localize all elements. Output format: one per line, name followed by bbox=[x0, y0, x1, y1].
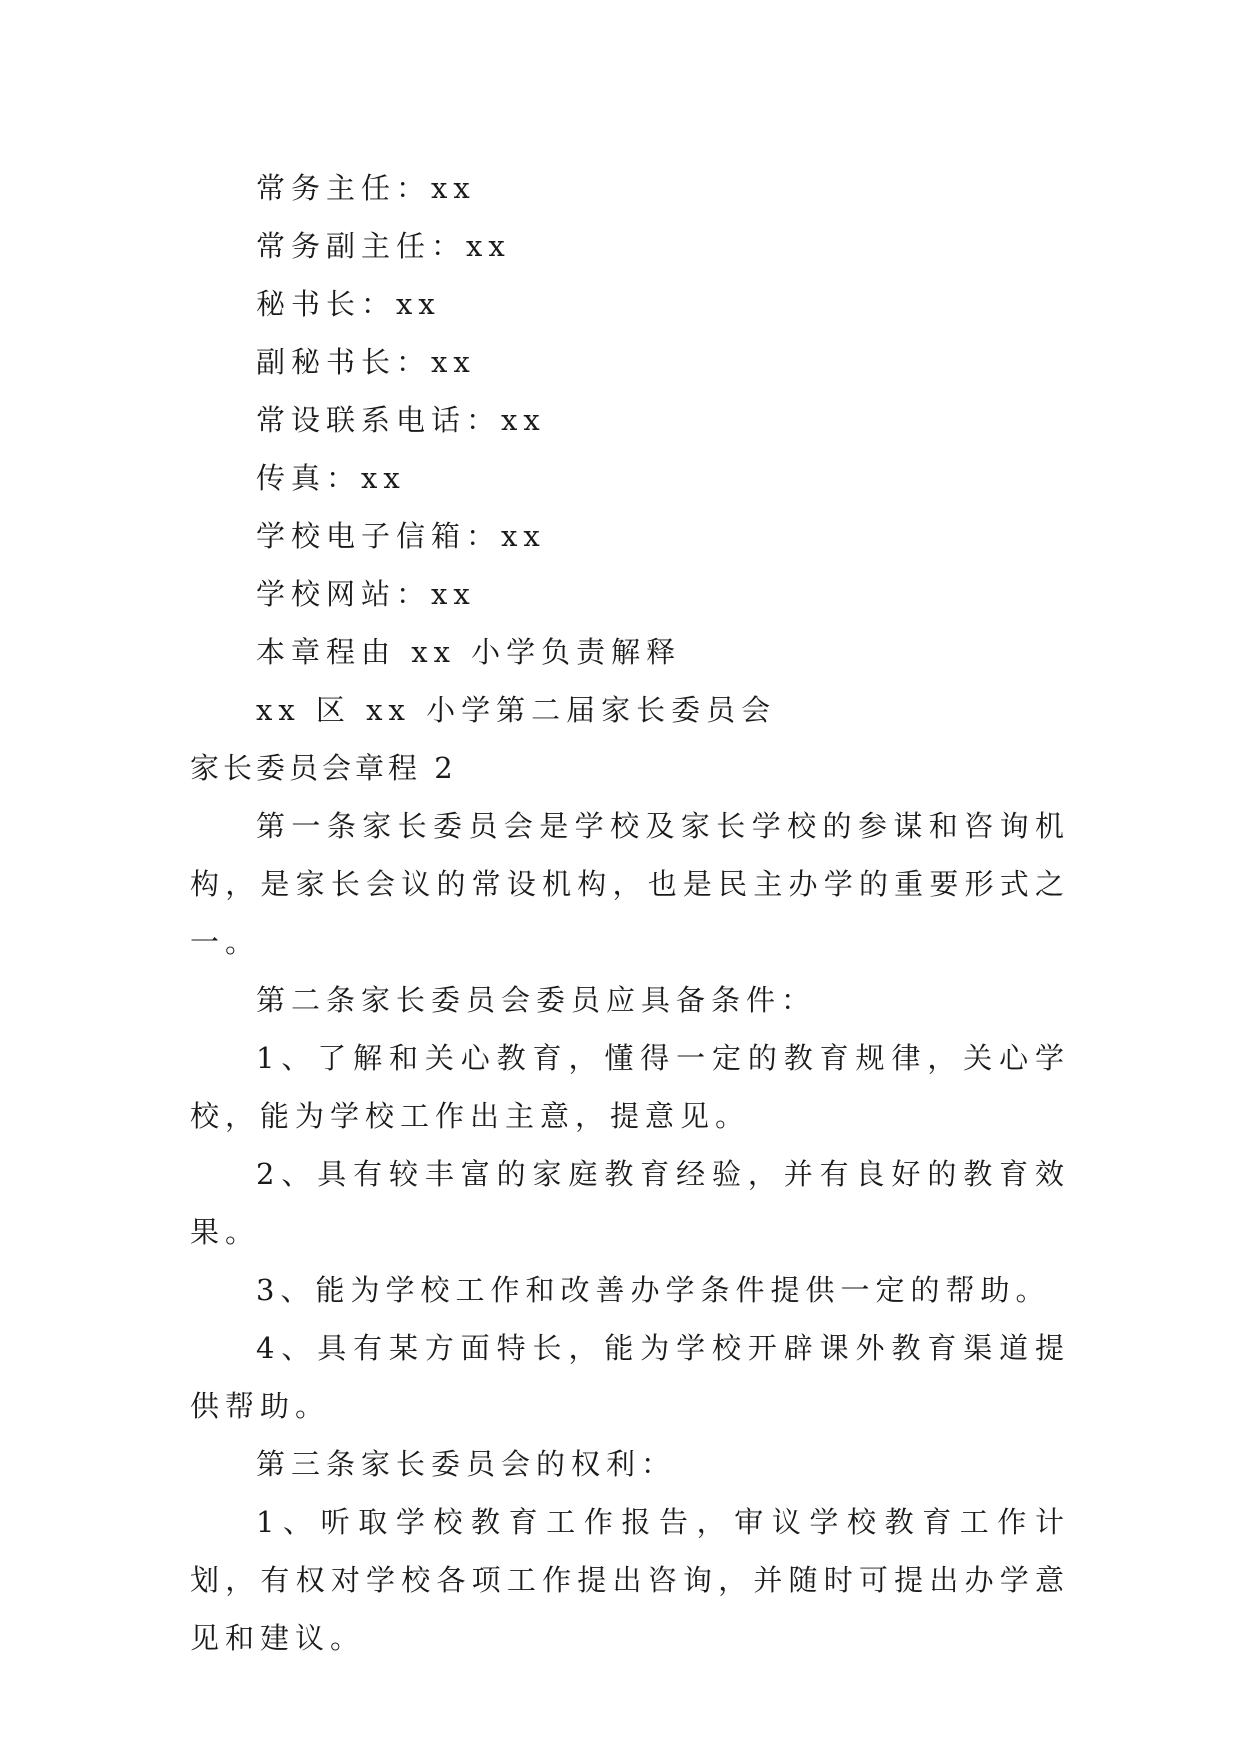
section-title: 家长委员会章程 2 bbox=[190, 751, 457, 785]
article-1: 第一条家长委员会是学校及家长学校的参谋和咨询机构，是家长会议的常设机构，也是民主办学的重要形式之一。 bbox=[190, 809, 1070, 959]
committee-signature: xx 区 xx 小学第二届家长委员会 bbox=[256, 693, 777, 727]
contact-line-phone: 常设联系电话：xx bbox=[256, 403, 546, 437]
contact-line-executive-deputy-director: 常务副主任：xx bbox=[256, 229, 511, 263]
article-3-heading: 第三条家长委员会的权利： bbox=[256, 1447, 677, 1481]
article-2-item-3: 3、能为学校工作和改善办学条件提供一定的帮助。 bbox=[256, 1273, 1051, 1307]
contact-line-executive-director: 常务主任：xx bbox=[256, 171, 476, 205]
article-2-heading: 第二条家长委员会委员应具备条件： bbox=[256, 983, 817, 1017]
article-3-item-1: 1、听取学校教育工作报告，审议学校教育工作计划，有权对学校各项工作提出咨询，并随时可提出办学意见和建议。 bbox=[190, 1505, 1070, 1655]
article-2-item-1: 1、了解和关心教育，懂得一定的教育规律，关心学校，能为学校工作出主意，提意见。 bbox=[190, 1041, 1070, 1133]
contact-line-fax: 传真：xx bbox=[256, 461, 406, 495]
contact-line-secretary-general: 秘书长：xx bbox=[256, 287, 441, 321]
interpretation-note: 本章程由 xx 小学负责解释 bbox=[256, 635, 682, 669]
contact-line-email: 学校电子信箱：xx bbox=[256, 519, 546, 553]
contact-line-website: 学校网站：xx bbox=[256, 577, 476, 611]
article-2-item-2: 2、具有较丰富的家庭教育经验，并有良好的教育效果。 bbox=[190, 1157, 1070, 1249]
contact-line-deputy-secretary-general: 副秘书长：xx bbox=[256, 345, 476, 379]
article-2-item-4: 4、具有某方面特长，能为学校开辟课外教育渠道提供帮助。 bbox=[190, 1331, 1070, 1423]
document-body bbox=[190, 159, 1070, 1667]
